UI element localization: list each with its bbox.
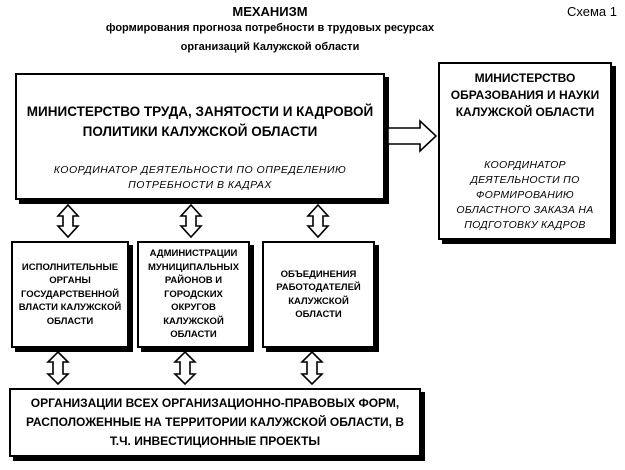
labor-ministry-role: КООРДИНАТОР ДЕЯТЕЛЬНОСТИ ПО ОПРЕДЕЛЕНИЮ ПОТРЕБНОСТИ В КАДРАХ	[53, 164, 347, 191]
scheme-label: Схема 1	[567, 4, 617, 19]
participant-box-municipal-administrations: АДМИНИСТРАЦИИ МУНИЦИПАЛЬНЫХ РАЙОНОВ И ГОРОДСКИХ ОКРУГОВ КАЛУЖСКОЙ ОБЛАСТИ	[137, 241, 250, 348]
participant-box-employer-associations: ОБЪЕДИНЕНИЯ РАБОТОДАТЕЛЕЙ КАЛУЖСКОЙ ОБЛАСТИ	[262, 241, 375, 348]
arrow-main-executive	[58, 205, 78, 237]
diagram-subtitle-line1: формирования прогноза потребности в трудовых ресурсах	[105, 22, 435, 34]
arrow-municipal-organizations	[175, 352, 195, 384]
diagram-title: МЕХАНИЗМ	[232, 4, 308, 19]
diagram-subtitle-line2: организаций Калужской области	[180, 41, 360, 53]
organizations-box: ОРГАНИЗАЦИИ ВСЕХ ОРГАНИЗАЦИОННО-ПРАВОВЫХ ФОРМ, РАСПОЛОЖЕННЫЕ НА ТЕРРИТОРИИ КАЛУЖСКОЙ ОБЛАСТИ, В Т.Ч. ИНВЕСТИЦИОННЫЕ ПРОЕКТЫ	[9, 388, 421, 457]
arrow-main-municipal	[181, 205, 201, 237]
participant-box-executive-bodies: ИСПОЛНИТЕЛЬНЫЕ ОРГАНЫ ГОСУДАРСТВЕННОЙ ВЛАСТИ КАЛУЖСКОЙ ОБЛАСТИ	[11, 241, 129, 348]
arrow-main-employers	[308, 205, 328, 237]
labor-ministry-title: МИНИСТЕРСТВО ТРУДА, ЗАНЯТОСТИ И КАДРОВОЙ ПОЛИТИКИ КАЛУЖСКОЙ ОБЛАСТИ	[26, 104, 374, 139]
education-ministry-role: КООРДИНАТОР ДЕЯТЕЛЬНОСТИ ПО ФОРМИРОВАНИЮ ОБЛАСТНОГО ЗАКАЗА НА ПОДГОТОВКУ КАДРОВ	[456, 159, 594, 231]
arrow-executive-organizations	[48, 352, 68, 384]
education-ministry-title: МИНИСТЕРСТВО ОБРАЗОВАНИЯ И НАУКИ КАЛУЖСКОЙ ОБЛАСТИ	[450, 71, 600, 119]
arrow-to-education-ministry	[388, 121, 436, 151]
arrow-employers-organizations	[302, 352, 322, 384]
